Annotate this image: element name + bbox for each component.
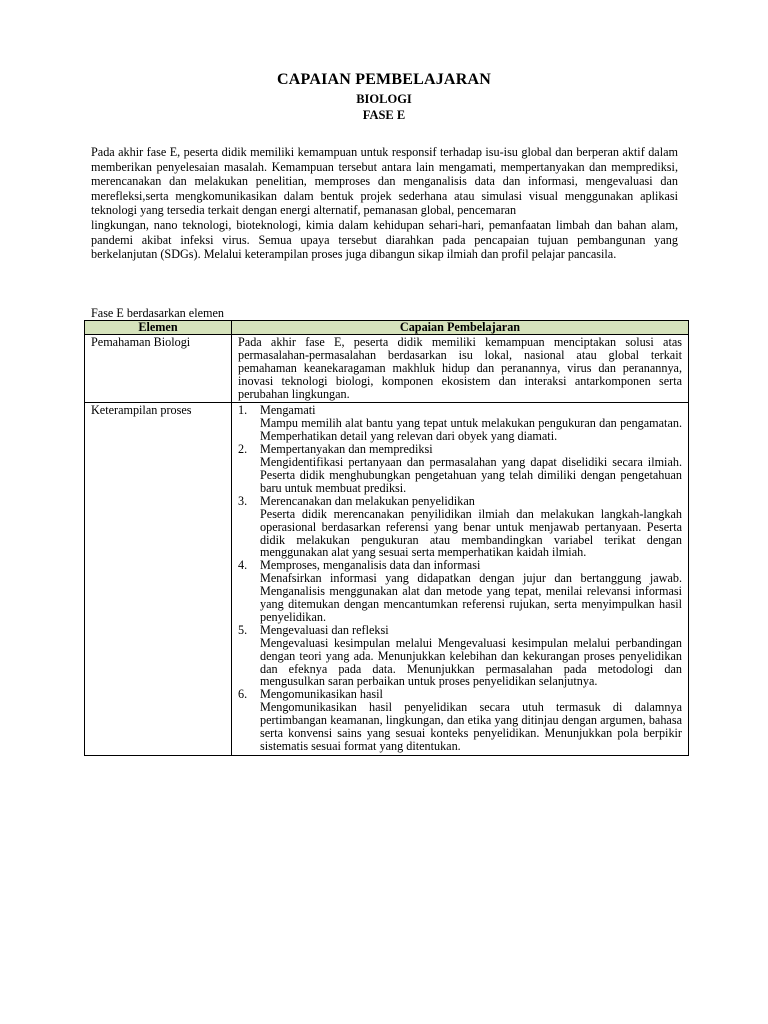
table-row <box>85 334 689 403</box>
item-description: Mengidentifikasi pertanyaan dan permasalahan yang dapat diselidiki secara ilmiah. Peserta didik menghubungkan pengetahuan yang telah dimiliki dengan pengetahuan baru untuk membuat prediksi. <box>260 455 682 495</box>
achievement-text: Pada akhir fase E, peserta didik memiliki kemampuan menciptakan solusi atas permasalahan-permasalahan berdasarkan isu lokal, nasional atau global terkait pemahaman keanekaragaman makhluk hidup dan peranannya, virus dan peranannya, inovasi teknologi biologi, komponen ekosistem dan interaksi antarkomponen serta perubahan lingkungan. <box>238 334 682 401</box>
intro-paragraph: Pada akhir fase E, peserta didik memiliki kemampuan untuk responsif terhadap isu-isu global dan berperan aktif dalam memberikan penyelesaian masalah. Kemampuan tersebut antara lain mengamati, mempertanyakan dan memprediksi, merencanakan dan melakukan penelitian, memproses dan menganalisis data dan informasi, mengevaluasi dan merefleksi,serta mengkomunikasikan dalam bentuk projek sederhana atau simulasi visual menggunakan aplikasi teknologi yang tersedia terkait dengan energi alternatif, pemanasan global, pencemaran <box>91 145 678 218</box>
item-title: Mempertanyakan dan memprediksi <box>260 442 433 457</box>
item-number: 3. <box>238 493 248 508</box>
item-number: 4. <box>238 558 248 573</box>
list-item <box>238 559 682 624</box>
skills-list <box>238 404 682 752</box>
element-cell: Pemahaman Biologi <box>85 334 232 403</box>
item-description: Peserta didik merencanakan penyilidikan ilmiah dan melakukan langkah-langkah operasional berdasarkan referensi yang benar untuk menjawab pertanyaan. Peserta didik melakukan pengukuran atau membandingkan variabel terikat dengan menggunakan alat yang sesuai serta memperhatikan kaidah ilmiah. <box>260 506 682 560</box>
phase-heading: FASE E <box>362 108 406 122</box>
document-title: CAPAIAN PEMBELAJARAN <box>277 71 491 88</box>
elements-table <box>84 320 689 756</box>
intro-paragraph: lingkungan, nano teknologi, bioteknologi, kimia dalam kehidupan sehari-hari, pemanfaatan limbah dan bahan alam, pandemi akibat infeksi virus. Semua upaya tersebut diarahkan pada pencapaian tujuan pembangunan yang berkelanjutan (SDGs). Melalui keterampilan proses juga dibangun sikap ilmiah dan profil pelajar pancasila. <box>91 217 678 262</box>
header-capaian: Capaian Pembelajaran <box>232 321 689 335</box>
item-description: Mengomunikasikan hasil penyelidikan secara utuh termasuk di dalamnya pertimbangan keamanan, lingkungan, dan etika yang ditinjau dengan argumen, bahasa serta konvensi sains yang sesuai konteks penyelidikan. Menunjukkan pola berpikir sistematis sesuai format yang ditentukan. <box>260 700 682 753</box>
achievement-cell <box>232 403 689 755</box>
item-title: Mengomunikasikan hasil <box>260 687 383 702</box>
header-elemen: Elemen <box>85 321 232 335</box>
item-number: 2. <box>238 442 248 457</box>
table-row <box>85 403 689 755</box>
element-cell: Keterampilan proses <box>85 403 232 755</box>
list-item <box>238 404 682 443</box>
item-number: 6. <box>238 687 248 702</box>
table-header-row <box>85 321 689 335</box>
item-title: Merencanakan dan melakukan penyelidikan <box>260 493 475 508</box>
item-number: 5. <box>238 622 248 637</box>
subject-heading: BIOLOGI <box>356 92 412 106</box>
item-number: 1. <box>238 403 248 418</box>
item-description: Menafsirkan informasi yang didapatkan dengan jujur dan bertanggung jawab. Menganalisis menggunakan alat dan metode yang tepat, menilai relevansi informasi yang ditemukan dengan mencantumkan referensi rujukan, serta menyimpulkan hasil penyelidikan. <box>260 571 682 624</box>
item-description: Mengevaluasi kesimpulan melalui Mengevaluasi kesimpulan melalui perbandingan dengan teori yang ada. Menunjukkan kelebihan dan kekurangan proses penyelidikan dan efeknya pada data. Menunjukkan permasalahan pada metodologi dan mengusulkan saran perbaikan untuk proses penyelidikan selanjutnya. <box>260 635 682 689</box>
achievement-cell <box>232 334 689 403</box>
list-item <box>238 443 682 495</box>
item-title: Memproses, menganalisis data dan informasi <box>260 558 481 573</box>
item-description: Mampu memilih alat bantu yang tepat untuk melakukan pengukuran dan pengamatan. Memperhatikan detail yang relevan dari obyek yang diamati. <box>260 416 682 444</box>
list-item <box>238 495 682 560</box>
intro-section <box>91 145 678 262</box>
item-title: Mengevaluasi dan refleksi <box>260 622 389 637</box>
list-item <box>238 624 682 689</box>
item-title: Mengamati <box>260 403 316 418</box>
table-caption: Fase E berdasarkan elemen <box>91 306 224 320</box>
list-item <box>238 688 682 753</box>
